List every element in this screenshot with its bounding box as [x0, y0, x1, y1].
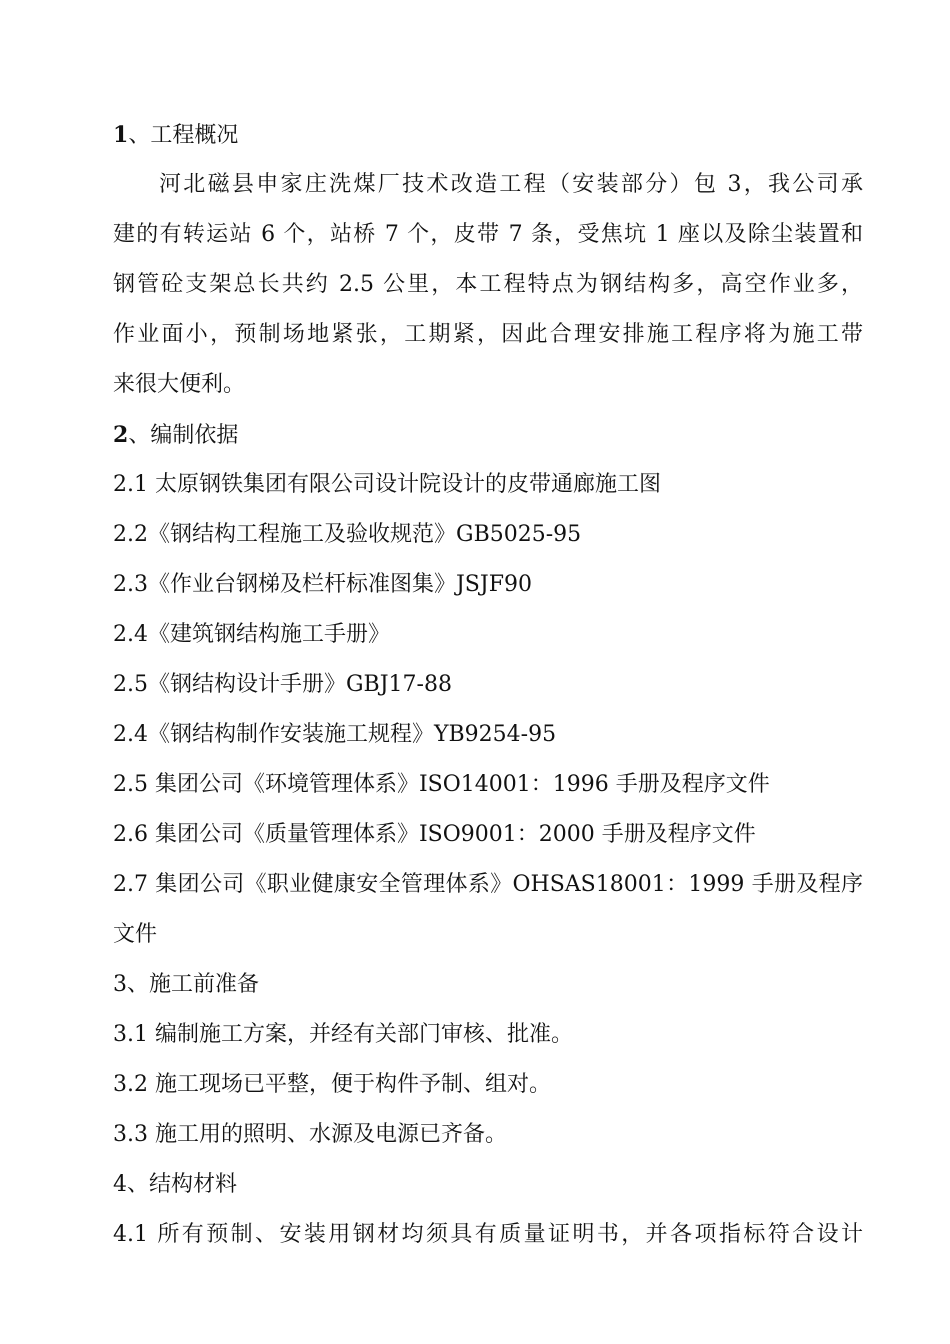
section-3-item: 3.1 编制施工方案，并经有关部门审核、批准。	[113, 1022, 573, 1047]
section-2-item: 2.5 集团公司《环境管理体系》ISO14001：1996 手册及程序文件	[113, 772, 770, 797]
section-1-number: 1	[113, 122, 129, 148]
section-2-number: 2	[113, 422, 129, 448]
section-4-heading: 4、结构材料	[113, 1172, 237, 1197]
section-2-item: 2.4《建筑钢结构施工手册》	[113, 622, 390, 647]
section-2-heading	[113, 410, 863, 460]
section-2-item: 2.4《钢结构制作安装施工规程》YB9254-95	[113, 722, 557, 747]
section-1-paragraph-line: 河北磁县申家庄洗煤厂技术改造工程（安装部分）包 3，我公司承	[159, 172, 863, 197]
section-3-item: 3.3 施工用的照明、水源及电源已齐备。	[113, 1122, 507, 1147]
section-2-item: 2.6 集团公司《质量管理体系》ISO9001：2000 手册及程序文件	[113, 822, 756, 847]
section-2-title: 、编制依据	[128, 423, 239, 448]
section-2-item: 2.2《钢结构工程施工及验收规范》GB5025-95	[113, 522, 582, 547]
section-3-item: 3.2 施工现场已平整，便于构件予制、组对。	[113, 1072, 551, 1097]
section-1-paragraph-line: 钢管砼支架总长共约 2.5 公里，本工程特点为钢结构多，高空作业多，	[113, 272, 863, 297]
section-4-item: 4.1 所有预制、安装用钢材均须具有质量证明书，并各项指标符合设计	[113, 1222, 863, 1247]
section-1-heading	[113, 110, 863, 160]
section-2-item: 文件	[113, 922, 158, 947]
section-2-item: 2.3《作业台钢梯及栏杆标准图集》JSJF90	[113, 572, 532, 597]
document-page	[113, 110, 863, 1260]
section-2-item: 2.1 太原钢铁集团有限公司设计院设计的皮带通廊施工图	[113, 472, 661, 497]
section-1-paragraph-line: 来很大便利。	[113, 372, 246, 397]
section-3-heading: 3、施工前准备	[113, 972, 259, 997]
section-1-paragraph-line: 建的有转运站 6 个，站桥 7 个，皮带 7 条，受焦坑 1 座以及除尘装置和	[113, 222, 863, 247]
section-2-item: 2.5《钢结构设计手册》GBJ17-88	[113, 672, 452, 697]
section-1-paragraph-line: 作业面小，预制场地紧张，工期紧，因此合理安排施工程序将为施工带	[113, 322, 863, 347]
section-1-title: 、工程概况	[128, 123, 239, 148]
section-2-item: 2.7 集团公司《职业健康安全管理体系》OHSAS18001：1999 手册及程序	[113, 872, 863, 897]
